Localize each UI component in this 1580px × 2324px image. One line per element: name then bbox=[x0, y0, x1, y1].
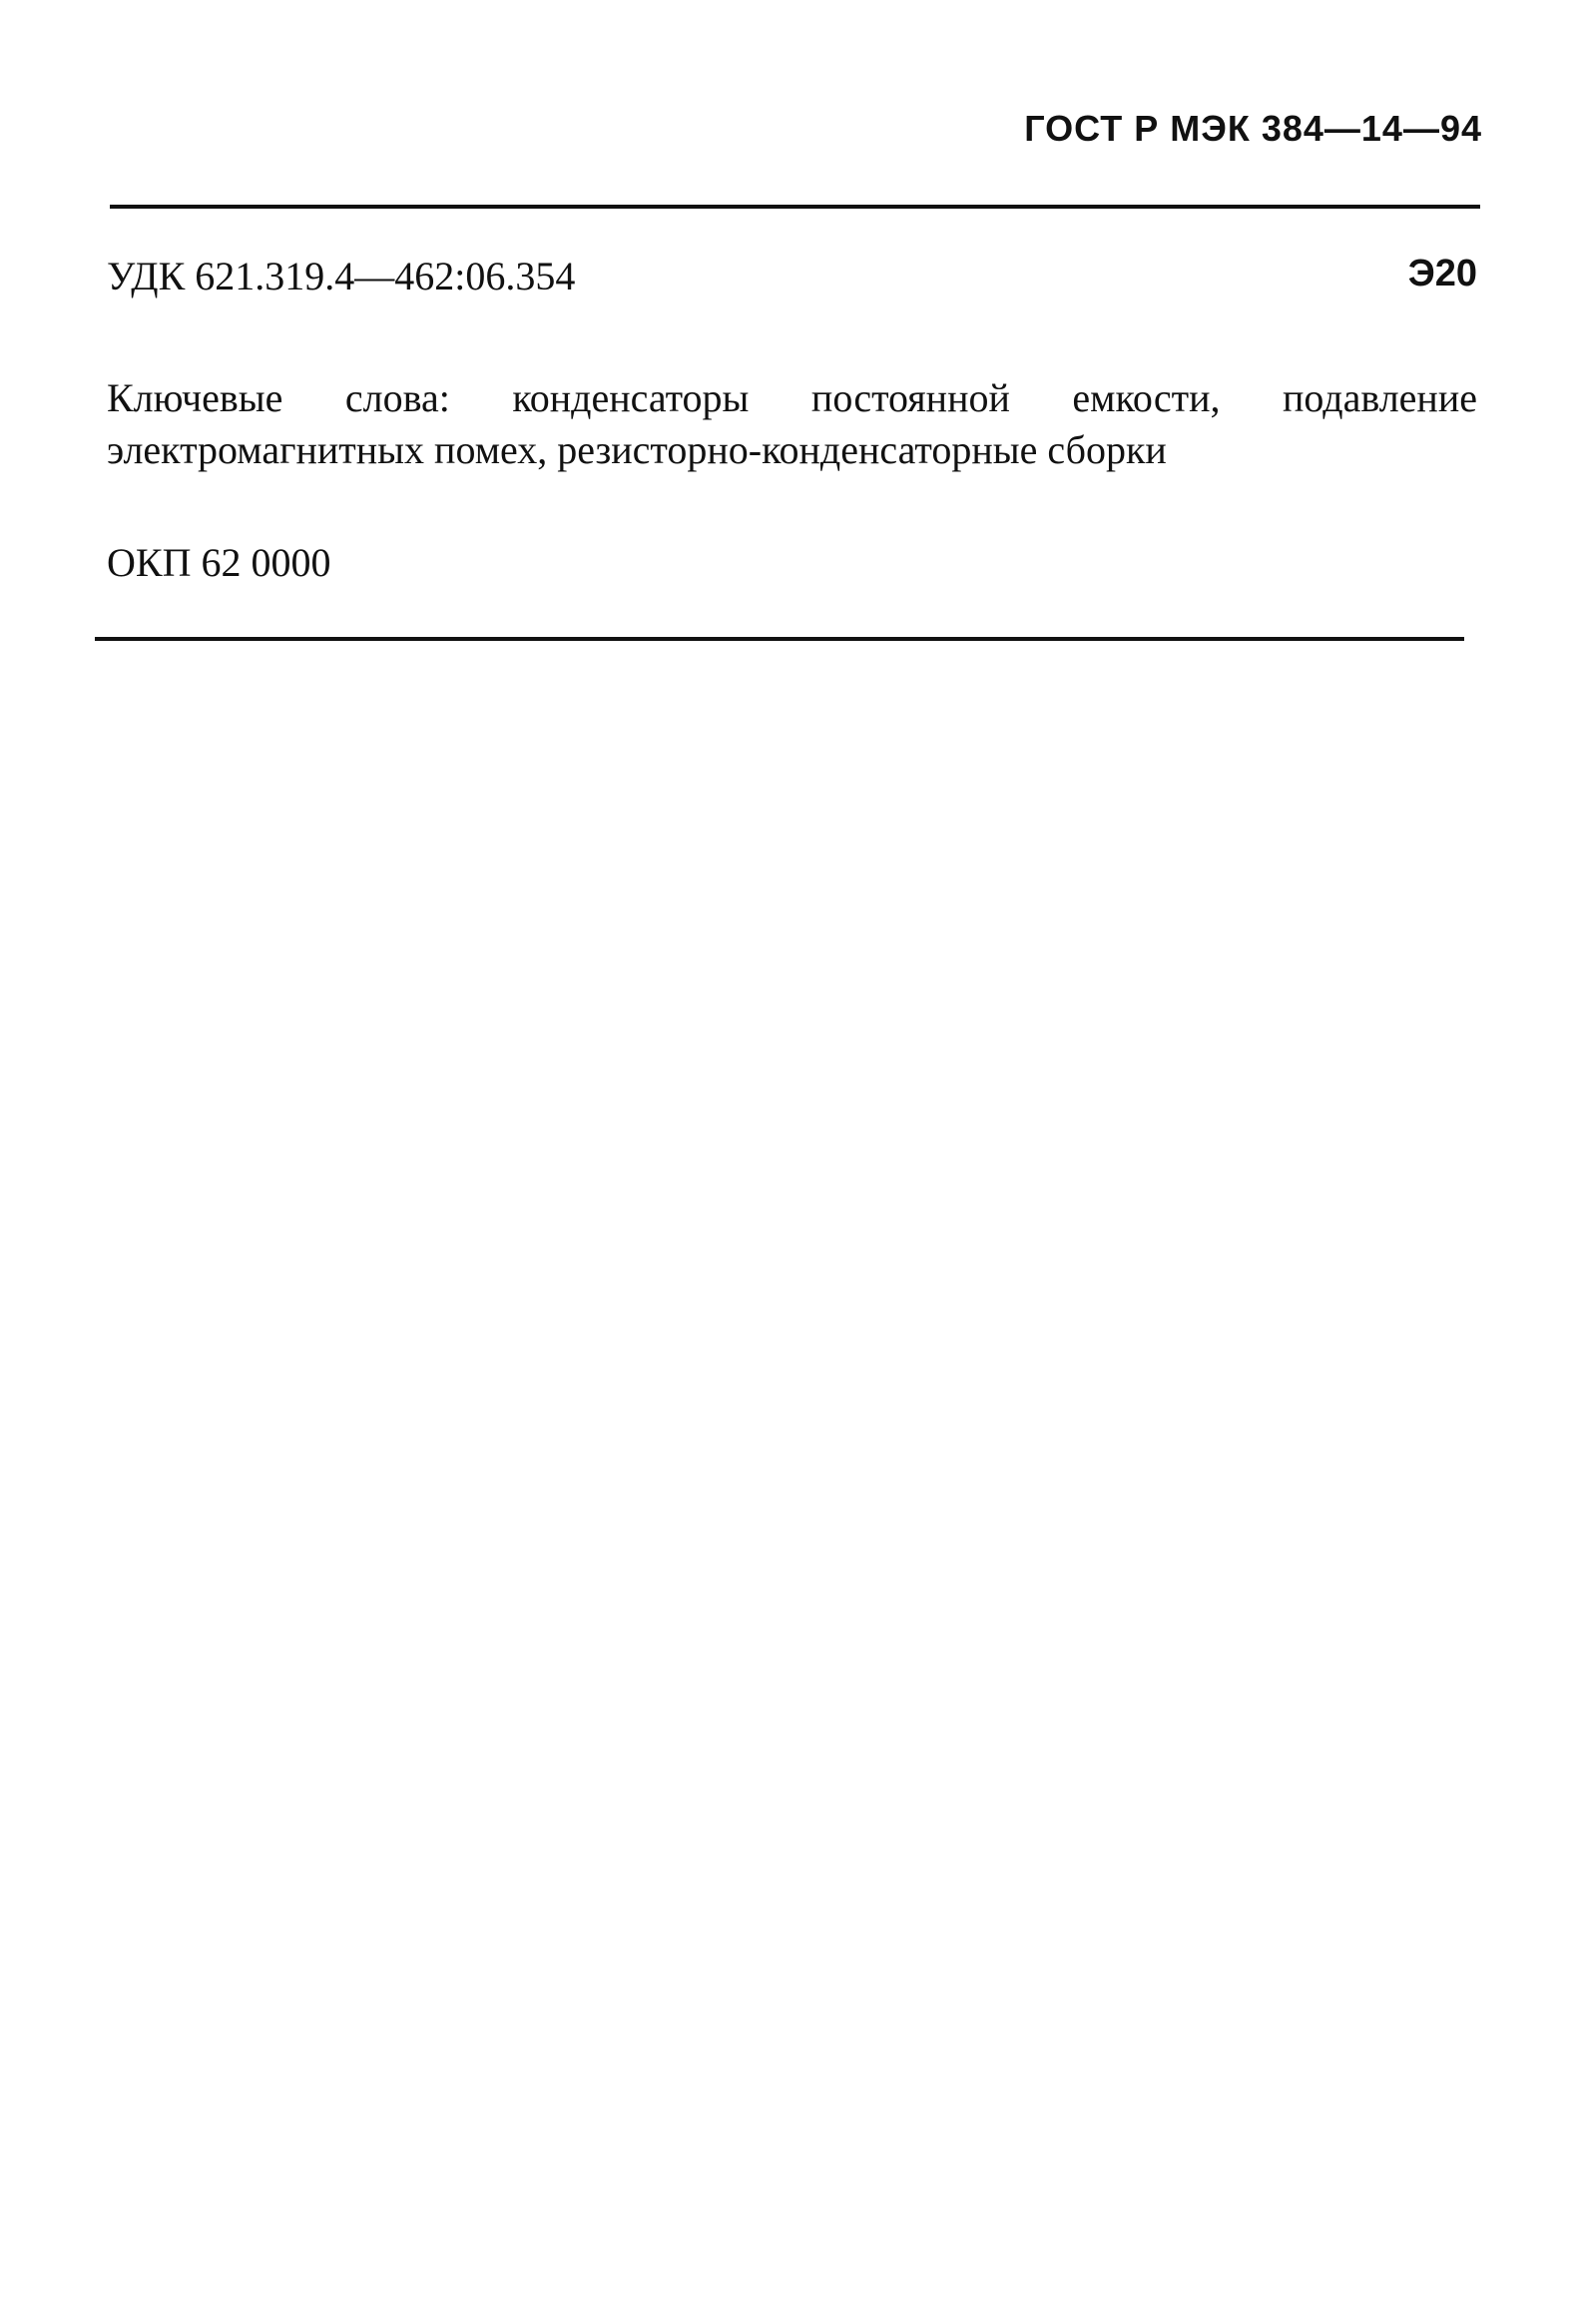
udc-code: УДК 621.319.4—462:06.354 bbox=[107, 254, 576, 298]
keywords-line-1: Ключевые слова: конденсаторы постоянной емкости, подавление bbox=[107, 375, 1477, 420]
classification-code: Э20 bbox=[1407, 253, 1477, 294]
top-divider bbox=[110, 205, 1480, 209]
keywords-block bbox=[107, 372, 1477, 476]
standard-code: ГОСТ Р МЭК 384—14—94 bbox=[1024, 108, 1482, 149]
classification-row bbox=[107, 253, 1477, 312]
bottom-divider bbox=[95, 637, 1464, 641]
keywords-line-2: электромагнитных помех, резисторно-конденсаторные сборки bbox=[107, 427, 1167, 472]
okp-code: ОКП 62 0000 bbox=[107, 540, 331, 585]
